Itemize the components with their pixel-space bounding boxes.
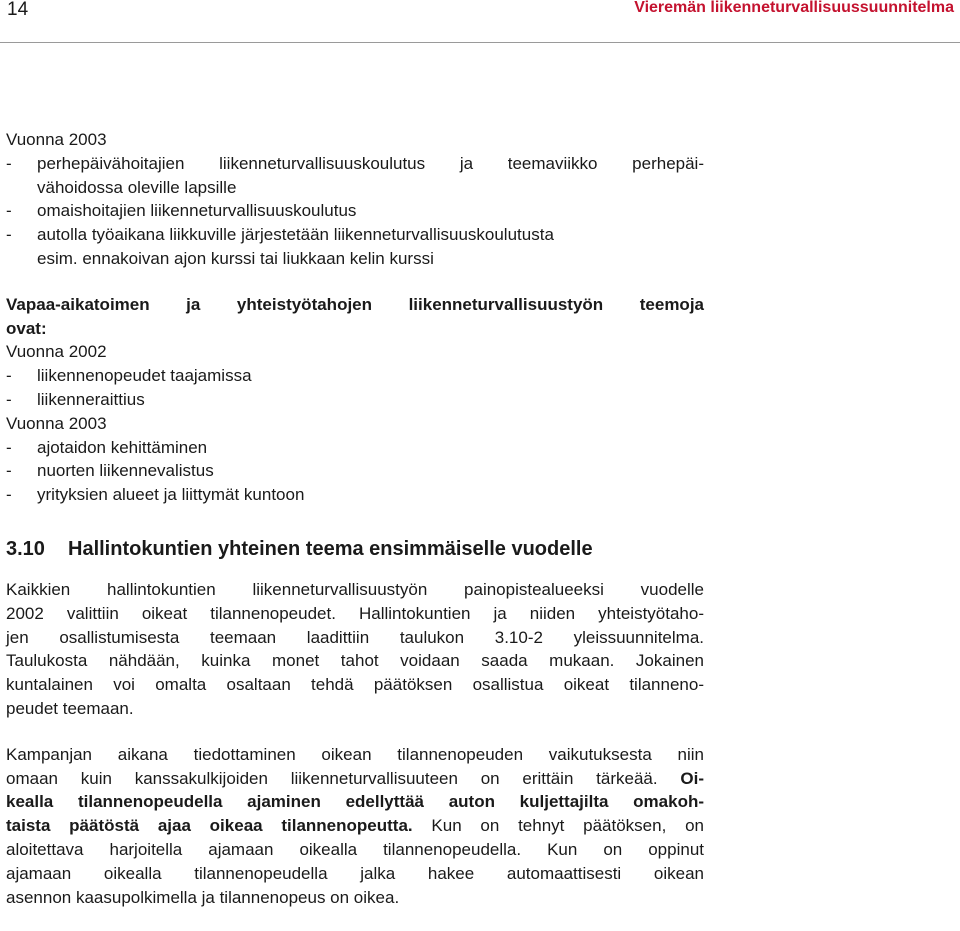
spacer [6,271,704,293]
section-title [6,536,704,562]
paragraph [6,743,704,910]
list-item-text: omaishoitajien liikenneturvallisuuskoulutus [37,201,357,221]
year-label: Vuonna 2003 [6,130,107,149]
paragraph-line: asennon kaasupolkimella ja tilannenopeus on oikea. [6,887,400,907]
paragraph [6,578,704,721]
list-item-text: nuorten liikennevalistus [37,461,214,481]
list-dash: - [6,153,12,173]
list-item-text: liikennenopeudet taajamissa [37,366,252,386]
list-item [6,364,704,388]
list-item-continuation: vähoidossa oleville lapsille [37,177,237,197]
paragraph-line: jen osallistumisesta teemaan laadittiin taulukon 3.10-2 yleissuunnitelma. [6,627,704,647]
list-dash: - [6,225,12,245]
section-number: 3.10 [6,537,45,560]
running-title: Vieremän liikenneturvallisuussuunnitelma [634,0,954,16]
header-divider [0,42,960,43]
spacer [6,721,704,743]
list-item [6,459,704,483]
paragraph-line: kuntalainen voi omalta osaltaan tehdä päätöksen osallistua oikeat tilanneno- [6,675,704,695]
paragraph-line: peudet teemaan. [6,698,134,718]
list-item-text: autolla työaikana liikkuville järjestetään liikenneturvallisuuskoulutusta [37,225,554,245]
paragraph-line: Kaikkien hallintokuntien liikenneturvallisuustyön painopistealueeksi vuodelle [6,579,704,599]
text-run: omaan kuin kanssakulkijoiden liikenneturvallisuuteen on erittäin tärkeää. [6,768,658,788]
year-label: Vuonna 2002 [6,342,107,362]
spacer [6,507,704,536]
text-run: Kun on tehnyt päätöksen, on [431,816,704,836]
list-dash: - [6,437,12,457]
list-item-continuation: esim. ennakoivan ajon kurssi tai liukkaan kelin kurssi [37,248,434,268]
paragraph-line: ajamaan oikealla tilannenopeudella jalka hakee automaattisesti oikean [6,863,704,883]
section-leisure-themes [6,293,704,507]
year-label: Vuonna 2003 [6,413,107,433]
paragraph-line: Taulukosta nähdään, kuinka monet tahot voidaan saada mukaan. Jokainen [6,651,704,671]
section-heading: Vapaa-aikatoimen ja yhteistyötahojen liikenneturvallisuustyön teemoja [6,294,704,314]
list-item [6,388,704,412]
list-item-text: yrityksien alueet ja liittymät kuntoon [37,485,305,505]
section-3-10 [6,536,704,909]
paragraph-line [6,767,704,791]
page-number: 14 [7,0,29,20]
list-item [6,223,704,247]
emphasis-line: kealla tilannenopeudella ajaminen edellyttää auton kuljettajilta omakoh- [6,792,704,812]
paragraph-line [6,814,704,838]
list-dash: - [6,201,12,221]
list-item-text: ajotaidon kehittäminen [37,437,208,457]
paragraph-line: Kampanjan aikana tiedottaminen oikean tilannenopeuden vaikutuksesta niin [6,744,704,764]
paragraph-line: 2002 valittiin oikeat tilannenopeudet. Hallintokuntien ja niiden yhteistyötaho- [6,603,704,623]
page-body [6,128,704,909]
list-item [6,152,704,176]
list-item [6,436,704,460]
section-heading-continuation: ovat: [6,318,47,338]
list-item-text: perhepäivähoitajien liikenneturvallisuuskoulutus ja teemaviikko perhepäi- [37,153,704,173]
emphasis-text: taista päätöstä ajaa oikeaa tilannenopeutta. [6,816,413,836]
list-item [6,199,704,223]
emphasis-text: Oi- [680,768,704,788]
list-item [6,483,704,507]
section-title-text: Hallintokuntien yhteinen teema ensimmäiselle vuodelle [68,537,593,560]
section-school-training [6,128,704,271]
list-dash: - [6,366,12,386]
page-header [0,0,960,34]
list-dash: - [6,461,12,481]
paragraph-line: aloitettava harjoitella ajamaan oikealla tilannenopeudella. Kun on oppinut [6,839,704,859]
list-dash: - [6,389,12,409]
list-item-text: liikenneraittius [37,389,145,409]
list-dash: - [6,485,12,505]
